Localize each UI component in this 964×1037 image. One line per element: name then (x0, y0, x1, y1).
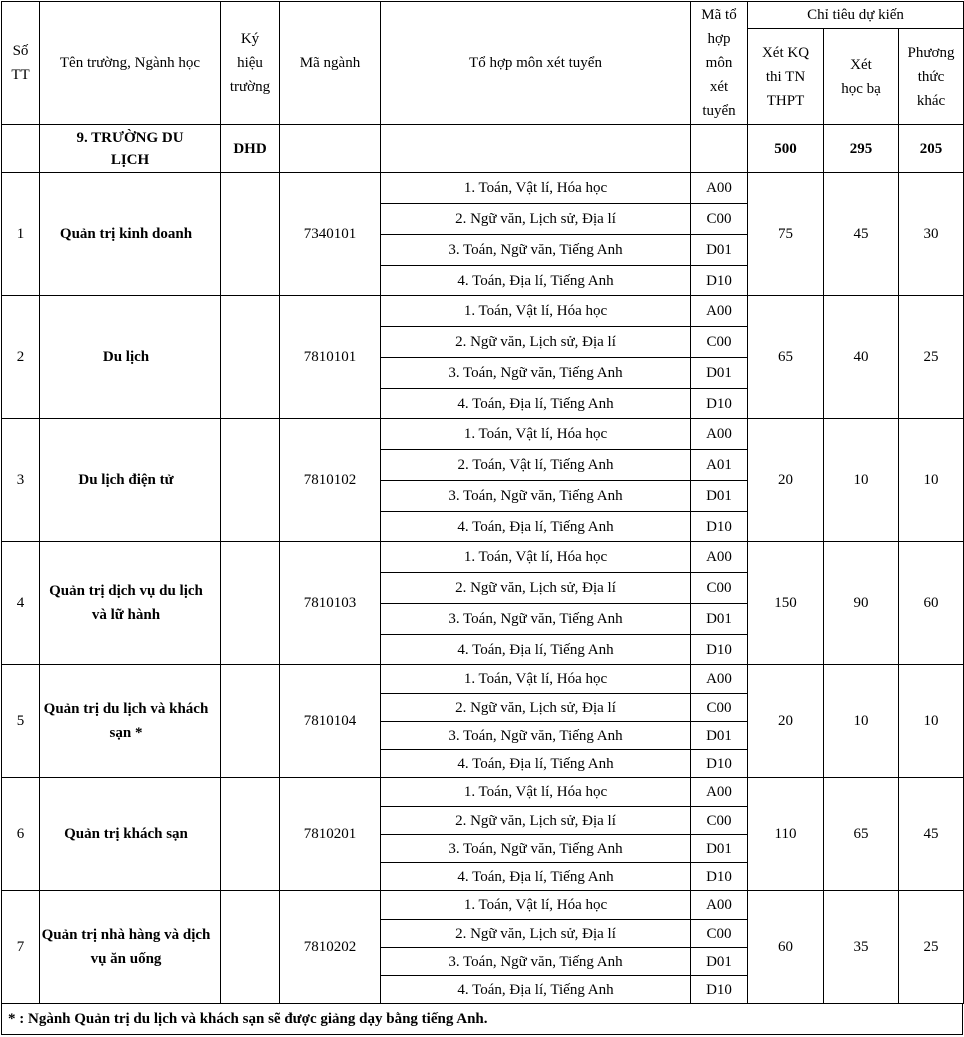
header-combo-code: Mã tổ hợp môn xét tuyển (691, 2, 748, 125)
major-stt: 3 (2, 419, 40, 542)
header-school-code: Ký hiệu trường (221, 2, 280, 125)
combo-subjects: 3. Toán, Ngữ văn, Tiếng Anh (381, 481, 691, 512)
combo-subjects: 3. Toán, Ngữ văn, Tiếng Anh (381, 835, 691, 863)
major-stt: 1 (2, 173, 40, 296)
table-row (2, 665, 964, 694)
quota-other: 25 (899, 891, 964, 1004)
school-quota-other: 205 (899, 125, 964, 173)
combo-subjects: 1. Toán, Vật lí, Hóa học (381, 778, 691, 807)
combo-code: D01 (691, 235, 748, 266)
quota-thpt: 20 (748, 419, 824, 542)
major-name: Quản trị dịch vụ du lịch và lữ hành (40, 542, 221, 665)
combo-code: D01 (691, 835, 748, 863)
combo-code: C00 (691, 920, 748, 948)
table-row (2, 173, 964, 204)
combo-code: A00 (691, 173, 748, 204)
combo-code: C00 (691, 694, 748, 722)
combo-subjects: 4. Toán, Địa lí, Tiếng Anh (381, 863, 691, 891)
combo-code: C00 (691, 573, 748, 604)
quota-hocba: 35 (824, 891, 899, 1004)
quota-hocba: 45 (824, 173, 899, 296)
combo-subjects: 2. Ngữ văn, Lịch sử, Địa lí (381, 204, 691, 235)
combo-code: A00 (691, 296, 748, 327)
combo-subjects: 1. Toán, Vật lí, Hóa học (381, 173, 691, 204)
quota-hocba: 90 (824, 542, 899, 665)
major-stt: 7 (2, 891, 40, 1004)
major-code: 7810201 (280, 778, 381, 891)
quota-thpt: 75 (748, 173, 824, 296)
quota-other: 10 (899, 665, 964, 778)
combo-subjects: 4. Toán, Địa lí, Tiếng Anh (381, 635, 691, 665)
school-combo-code (691, 125, 748, 173)
major-code: 7810202 (280, 891, 381, 1004)
admission-table (1, 1, 964, 1004)
major-stt: 5 (2, 665, 40, 778)
header-combo: Tổ hợp môn xét tuyển (381, 2, 691, 125)
table-row (2, 419, 964, 450)
school-code: DHD (221, 125, 280, 173)
header-row (2, 2, 964, 29)
major-school-code (221, 891, 280, 1004)
major-code: 7810101 (280, 296, 381, 419)
quota-other: 60 (899, 542, 964, 665)
combo-code: D10 (691, 389, 748, 419)
school-major-code (280, 125, 381, 173)
quota-other: 10 (899, 419, 964, 542)
combo-subjects: 4. Toán, Địa lí, Tiếng Anh (381, 266, 691, 296)
header-quota-other: Phương thức khác (899, 29, 964, 125)
combo-subjects: 1. Toán, Vật lí, Hóa học (381, 542, 691, 573)
major-stt: 4 (2, 542, 40, 665)
combo-subjects: 3. Toán, Ngữ văn, Tiếng Anh (381, 948, 691, 976)
header-quota-hocba: Xét học bạ (824, 29, 899, 125)
combo-subjects: 3. Toán, Ngữ văn, Tiếng Anh (381, 235, 691, 266)
footnote: * : Ngành Quản trị du lịch và khách sạn sẽ được giảng dạy bằng tiếng Anh. (1, 1004, 963, 1035)
school-name: 9. TRƯỜNG DU LỊCH (40, 125, 221, 173)
major-school-code (221, 665, 280, 778)
combo-code: D01 (691, 604, 748, 635)
combo-code: A00 (691, 542, 748, 573)
combo-code: A00 (691, 419, 748, 450)
quota-hocba: 40 (824, 296, 899, 419)
major-code: 7340101 (280, 173, 381, 296)
quota-hocba: 65 (824, 778, 899, 891)
major-stt: 2 (2, 296, 40, 419)
major-school-code (221, 419, 280, 542)
combo-subjects: 4. Toán, Địa lí, Tiếng Anh (381, 512, 691, 542)
table-row (2, 778, 964, 807)
major-code: 7810102 (280, 419, 381, 542)
quota-thpt: 150 (748, 542, 824, 665)
major-name: Quản trị du lịch và khách sạn * (40, 665, 221, 778)
combo-subjects: 3. Toán, Ngữ văn, Tiếng Anh (381, 604, 691, 635)
combo-subjects: 2. Toán, Vật lí, Tiếng Anh (381, 450, 691, 481)
combo-code: D10 (691, 750, 748, 778)
combo-subjects: 1. Toán, Vật lí, Hóa học (381, 891, 691, 920)
quota-other: 45 (899, 778, 964, 891)
quota-thpt: 65 (748, 296, 824, 419)
school-row (2, 125, 964, 173)
combo-code: A00 (691, 891, 748, 920)
combo-code: D10 (691, 512, 748, 542)
combo-subjects: 3. Toán, Ngữ văn, Tiếng Anh (381, 722, 691, 750)
combo-subjects: 4. Toán, Địa lí, Tiếng Anh (381, 750, 691, 778)
combo-code: A00 (691, 665, 748, 694)
header-quota-group: Chỉ tiêu dự kiến (748, 2, 964, 29)
header-major-code: Mã ngành (280, 2, 381, 125)
combo-code: A00 (691, 778, 748, 807)
major-school-code (221, 542, 280, 665)
combo-subjects: 1. Toán, Vật lí, Hóa học (381, 296, 691, 327)
major-name: Du lịch điện tử (40, 419, 221, 542)
header-name: Tên trường, Ngành học (40, 2, 221, 125)
combo-code: D10 (691, 266, 748, 296)
combo-code: C00 (691, 807, 748, 835)
combo-subjects: 3. Toán, Ngữ văn, Tiếng Anh (381, 358, 691, 389)
major-code: 7810103 (280, 542, 381, 665)
quota-thpt: 60 (748, 891, 824, 1004)
combo-code: C00 (691, 327, 748, 358)
combo-subjects: 2. Ngữ văn, Lịch sử, Địa lí (381, 920, 691, 948)
school-combo (381, 125, 691, 173)
table-row (2, 542, 964, 573)
combo-subjects: 4. Toán, Địa lí, Tiếng Anh (381, 976, 691, 1004)
major-name: Quản trị khách sạn (40, 778, 221, 891)
quota-other: 30 (899, 173, 964, 296)
combo-code: D01 (691, 948, 748, 976)
school-quota-thpt: 500 (748, 125, 824, 173)
header-quota-thpt: Xét KQ thi TN THPT (748, 29, 824, 125)
quota-thpt: 20 (748, 665, 824, 778)
combo-subjects: 2. Ngữ văn, Lịch sử, Địa lí (381, 694, 691, 722)
table-row (2, 296, 964, 327)
combo-code: C00 (691, 204, 748, 235)
school-stt (2, 125, 40, 173)
quota-hocba: 10 (824, 419, 899, 542)
combo-subjects: 1. Toán, Vật lí, Hóa học (381, 419, 691, 450)
combo-subjects: 2. Ngữ văn, Lịch sử, Địa lí (381, 807, 691, 835)
combo-code: A01 (691, 450, 748, 481)
header-stt: Số TT (2, 2, 40, 125)
combo-code: D10 (691, 976, 748, 1004)
school-quota-hocba: 295 (824, 125, 899, 173)
combo-subjects: 2. Ngữ văn, Lịch sử, Địa lí (381, 573, 691, 604)
combo-subjects: 2. Ngữ văn, Lịch sử, Địa lí (381, 327, 691, 358)
quota-hocba: 10 (824, 665, 899, 778)
major-code: 7810104 (280, 665, 381, 778)
combo-code: D10 (691, 635, 748, 665)
combo-code: D01 (691, 481, 748, 512)
combo-code: D01 (691, 722, 748, 750)
major-name: Du lịch (40, 296, 221, 419)
combo-subjects: 4. Toán, Địa lí, Tiếng Anh (381, 389, 691, 419)
major-school-code (221, 173, 280, 296)
combo-subjects: 1. Toán, Vật lí, Hóa học (381, 665, 691, 694)
table-row (2, 891, 964, 920)
major-stt: 6 (2, 778, 40, 891)
combo-code: D10 (691, 863, 748, 891)
major-name: Quản trị kinh doanh (40, 173, 221, 296)
combo-code: D01 (691, 358, 748, 389)
major-school-code (221, 296, 280, 419)
major-school-code (221, 778, 280, 891)
major-name: Quản trị nhà hàng và dịch vụ ăn uống (40, 891, 221, 1004)
quota-other: 25 (899, 296, 964, 419)
quota-thpt: 110 (748, 778, 824, 891)
